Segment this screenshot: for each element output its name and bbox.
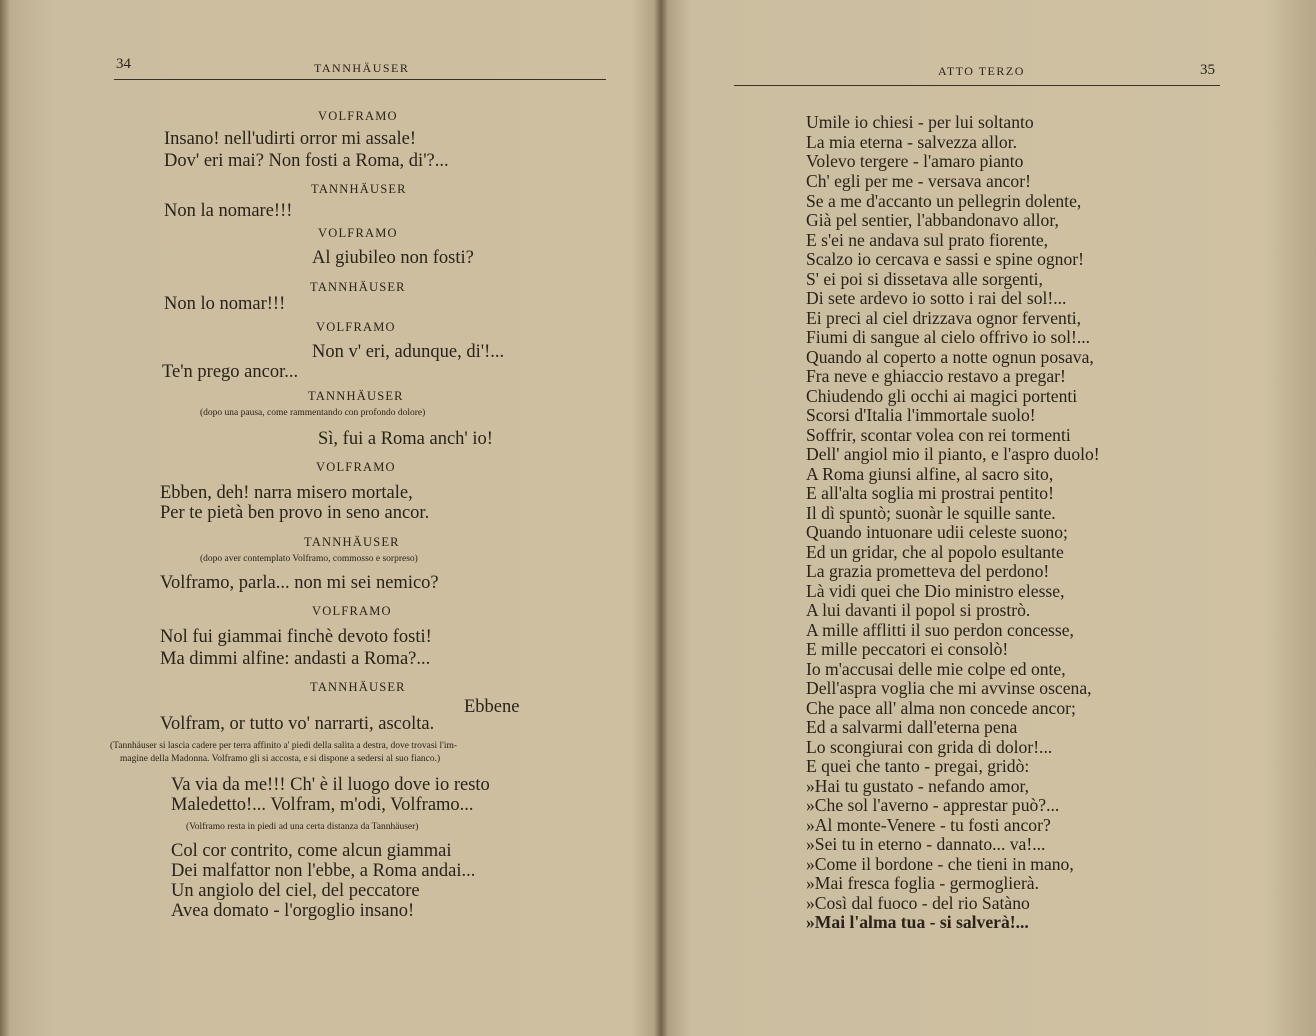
right-header-rule [734, 85, 1220, 86]
verse-line: Volframo, parla... non mi sei nemico? [160, 573, 439, 593]
verse-line: Scorsi d'Italia l'immortale suolo! [806, 405, 1036, 425]
verse-line: Quando intuonare udii celeste suono; [806, 522, 1068, 542]
verse-line: Un angiolo del ciel, del peccatore [171, 881, 420, 901]
verse-line: Al giubileo non fosti? [312, 248, 474, 268]
speaker-label: TANNHÄUSER [310, 280, 406, 294]
verse-line: Io m'accusai delle mie colpe ed onte, [806, 659, 1066, 679]
verse-line: »Sei tu in eterno - dannato... va!... [806, 834, 1046, 854]
speaker-label: TANNHÄUSER [308, 389, 404, 403]
verse-line: »Al monte-Venere - tu fosti ancor? [806, 815, 1051, 835]
verse-line: Ebbene [464, 697, 520, 717]
left-page-number: 34 [116, 56, 131, 72]
verse-line: Non lo nomar!!! [164, 294, 286, 314]
speaker-label: VOLFRAMO [318, 109, 398, 123]
verse-line: Ed a salvarmi dall'eterna pena [806, 717, 1018, 737]
verse-line: Dov' eri mai? Non fosti a Roma, di'?... [164, 151, 449, 171]
verse-line: Nol fui giammai finchè devoto fosti! [160, 627, 432, 647]
verse-line: Già pel sentier, l'abbandonavo allor, [806, 210, 1059, 230]
verse-line: Ebben, deh! narra misero mortale, [160, 483, 413, 503]
verse-line: Avea domato - l'orgoglio insano! [171, 901, 415, 921]
stage-direction: (dopo aver contemplato Volframo, commosso e sorpreso) [200, 554, 418, 564]
speaker-label: VOLFRAMO [318, 226, 398, 240]
verse-line: Fiumi di sangue al cielo offrivo io sol!... [806, 327, 1091, 347]
verse-line: Che pace all' alma non concede ancor; [806, 698, 1076, 718]
verse-line: A Roma giunsi alfine, al sacro sito, [806, 464, 1054, 484]
stage-direction: (dopo una pausa, come rammentando con profondo dolore) [200, 408, 426, 418]
verse-line: Ma dimmi alfine: andasti a Roma?... [160, 649, 431, 669]
verse-line: Volfram, or tutto vo' narrarti, ascolta. [160, 714, 435, 734]
verse-line: »Come il bordone - che tieni in mano, [806, 854, 1074, 874]
verse-line: S' ei poi si dissetava alle sorgenti, [806, 269, 1043, 289]
verse-line: Ch' egli per me - versava ancor! [806, 171, 1031, 191]
verse-line: Non la nomare!!! [164, 201, 293, 221]
verse-line: La mia eterna - salvezza allor. [806, 132, 1018, 152]
verse-line: Dell' angiol mio il pianto, e l'aspro duolo! [806, 444, 1100, 464]
speaker-label: VOLFRAMO [316, 320, 396, 334]
verse-line: E quei che tanto - pregai, gridò: [806, 756, 1030, 776]
verse-line: Sì, fui a Roma anch' io! [318, 429, 493, 449]
verse-line: Insano! nell'udirti orror mi assale! [164, 129, 416, 149]
verse-line: Quando al coperto a notte ognun posava, [806, 347, 1094, 367]
stage-direction: (Tannhäuser si lascia cadere per terra affinito a' piedi della salita a destra, dove trovasi l'im- [110, 741, 458, 751]
verse-line: Va via da me!!! Ch' è il luogo dove io resto [171, 775, 490, 795]
verse-line: »Mai fresca foglia - germoglierà. [806, 873, 1040, 893]
verse-line: Soffrir, scontar volea con rei tormenti [806, 425, 1071, 445]
verse-line: A lui davanti il popol si prostrò. [806, 600, 1031, 620]
verse-line: Lo scongiurai con grida di dolor!... [806, 737, 1053, 757]
verse-line: Ed un gridar, che al popolo esultante [806, 542, 1064, 562]
stage-direction: magine della Madonna. Volframo gli si accosta, e si dispone a sedersi al suo fianco.) [120, 754, 441, 764]
speaker-label: TANNHÄUSER [311, 182, 407, 196]
left-header-rule [114, 79, 606, 80]
verse-line: Di sete ardevo io sotto i rai del sol!... [806, 288, 1067, 308]
left-running-head: TANNHÄUSER [314, 61, 410, 75]
verse-line: La grazia prometteva del perdono! [806, 561, 1050, 581]
verse-line: Volevo tergere - l'amaro pianto [806, 151, 1024, 171]
right-running-head: ATTO TERZO [938, 64, 1025, 78]
verse-line: Dell'aspra voglia che mi avvinse oscena, [806, 678, 1092, 698]
verse-line: Per te pietà ben provo in seno ancor. [160, 503, 430, 523]
verse-line: Là vidi quei che Dio ministro elesse, [806, 581, 1065, 601]
speaker-label: VOLFRAMO [316, 460, 396, 474]
verse-line: »Hai tu gustato - nefando amor, [806, 776, 1030, 796]
verse-line: Ei preci al ciel drizzava ognor ferventi, [806, 308, 1082, 328]
verse-line: »Che sol l'averno - apprestar può?... [806, 795, 1060, 815]
verse-line: A mille afflitti il suo perdon concesse, [806, 620, 1074, 640]
verse-line: Te'n prego ancor... [162, 362, 299, 382]
verse-line: Chiudendo gli occhi ai magici portenti [806, 386, 1078, 406]
verse-line: Fra neve e ghiaccio restavo a pregar! [806, 366, 1066, 386]
verse-line: Maledetto!... Volfram, m'odi, Volframo... [171, 795, 474, 815]
speaker-label: VOLFRAMO [312, 604, 392, 618]
verse-line: Umile io chiesi - per lui soltanto [806, 112, 1034, 132]
verse-line: E mille peccatori ei consolò! [806, 639, 1009, 659]
verse-line: Non v' eri, adunque, di'!... [312, 342, 505, 362]
verse-line: Se a me d'accanto un pellegrin dolente, [806, 191, 1082, 211]
verse-line: »Mai l'alma tua - si salverà!... [806, 912, 1029, 932]
verse-line: E all'alta soglia mi prostrai pentito! [806, 483, 1054, 503]
verse-line: Col cor contrito, come alcun giammai [171, 841, 452, 861]
stage-direction: (Volframo resta in piedi ad una certa distanza da Tannhäuser) [186, 822, 419, 832]
verse-line: »Così dal fuoco - del rio Satàno [806, 893, 1030, 913]
speaker-label: TANNHÄUSER [310, 680, 406, 694]
verse-line: Scalzo io cercava e sassi e spine ognor! [806, 249, 1084, 269]
verse-line: E s'ei ne andava sul prato fiorente, [806, 230, 1049, 250]
right-page-number: 35 [1200, 62, 1215, 78]
speaker-label: TANNHÄUSER [304, 535, 400, 549]
verse-line: Il dì spuntò; suonàr le squille sante. [806, 503, 1056, 523]
verse-line: Dei malfattor non l'ebbe, a Roma andai... [171, 861, 476, 881]
